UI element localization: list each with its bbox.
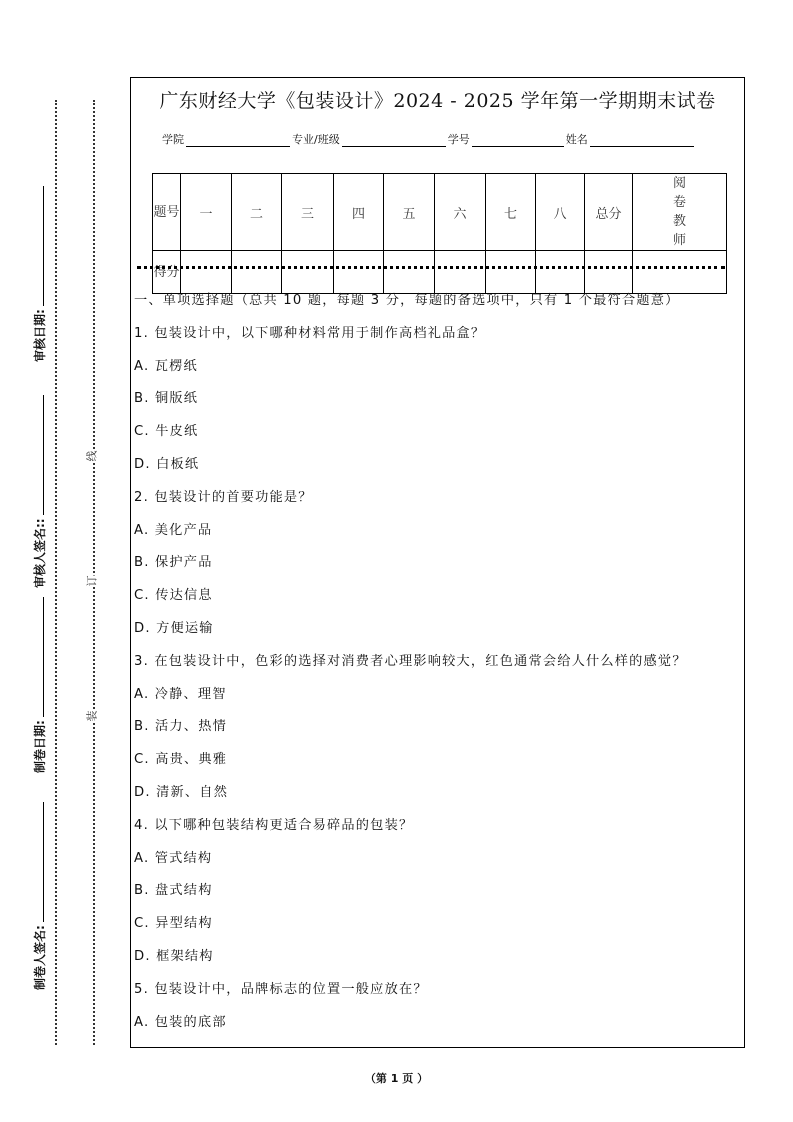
question-stem: 4. 以下哪种包装结构更适合易碎品的包装？: [134, 817, 414, 833]
answer-option[interactable]: A. 冷静、理智: [134, 686, 227, 702]
answer-option[interactable]: B. 活力、热情: [134, 719, 227, 735]
col-header: 五: [384, 174, 435, 251]
college-blank: [186, 132, 290, 147]
answer-option[interactable]: D. 方便运输: [134, 620, 214, 636]
paper-date-label: 制卷日期:: [33, 720, 47, 773]
answer-option[interactable]: C. 异型结构: [134, 916, 213, 932]
reviewer-signature-blank: [35, 395, 44, 515]
score-table: [152, 173, 727, 294]
col-header: 三: [282, 174, 334, 251]
binding-char-zhuang: 装: [85, 710, 99, 722]
dotted-separator: [137, 266, 725, 269]
answer-option[interactable]: C. 传达信息: [134, 588, 213, 604]
col-header: 八: [536, 174, 585, 251]
col-header: 总分: [585, 174, 633, 251]
col-header: 六: [435, 174, 486, 251]
answer-option[interactable]: D. 清新、自然: [134, 784, 229, 800]
col-header: 七: [486, 174, 536, 251]
student-id-blank: [472, 132, 564, 147]
name-label: 姓名: [565, 133, 588, 146]
binding-char-xian: 线: [85, 450, 99, 462]
name-blank: [590, 132, 694, 147]
major-class-label: 专业/班级: [292, 133, 340, 146]
review-date-blank: [35, 186, 44, 306]
student-info-line: [162, 131, 696, 147]
question-stem: 5. 包装设计中，品牌标志的位置一般应放在？: [134, 981, 428, 997]
paper-maker-signature-field: [31, 802, 48, 990]
answer-option[interactable]: C. 高贵、典雅: [134, 752, 228, 768]
student-id-label: 学号: [447, 133, 470, 146]
page-number: （第 1 页 ）: [364, 1072, 429, 1085]
answer-option[interactable]: D. 框架结构: [134, 948, 214, 964]
answer-option[interactable]: A. 管式结构: [134, 850, 213, 866]
answer-option[interactable]: D. 白板纸: [134, 456, 200, 472]
paper-maker-signature-label: 制卷人签名:: [33, 925, 47, 990]
answer-option[interactable]: A. 包装的底部: [134, 1014, 227, 1030]
answer-option[interactable]: A. 美化产品: [134, 522, 213, 538]
answer-option[interactable]: C. 牛皮纸: [134, 424, 199, 440]
exam-title: 广东财经大学《包装设计》2024 - 2025 学年第一学期期末试卷: [159, 90, 716, 112]
question-stem: 3. 在包装设计中，色彩的选择对消费者心理影响较大，红色通常会给人什么样的感觉？: [134, 653, 687, 669]
section-heading: 一、单项选择题（总共 10 题，每题 3 分，每题的备选项中，只有 1 个最符合题意）: [134, 293, 680, 308]
binding-dotted-line-inner: [93, 100, 95, 1045]
col-header: 四: [334, 174, 384, 251]
question-section: [134, 285, 687, 1039]
row-label-question: 题号: [153, 174, 181, 251]
answer-option[interactable]: B. 盘式结构: [134, 883, 213, 899]
paper-date-field: [31, 597, 48, 773]
binding-char-ding: 订: [85, 575, 99, 587]
paper-maker-signature-blank: [35, 802, 44, 922]
answer-option[interactable]: B. 保护产品: [134, 555, 213, 571]
reviewer-signature-label: 审核人签名::: [33, 518, 47, 588]
col-header: 一: [181, 174, 232, 251]
row-label-score: 得分: [153, 251, 181, 294]
review-date-label: 审核日期:: [33, 309, 47, 362]
question-stem: 2. 包装设计的首要功能是？: [134, 489, 313, 505]
col-header: 二: [232, 174, 282, 251]
major-class-blank: [342, 132, 446, 147]
question-stem: 1. 包装设计中，以下哪种材料常用于制作高档礼品盒？: [134, 325, 486, 341]
review-date-field: [31, 186, 48, 362]
answer-option[interactable]: A. 瓦楞纸: [134, 358, 198, 374]
college-label: 学院: [162, 133, 184, 146]
paper-date-blank: [35, 597, 44, 717]
binding-dotted-line-outer: [55, 100, 57, 1045]
table-row-question-numbers: [153, 174, 727, 251]
reviewer-signature-field: [31, 395, 48, 588]
col-header: 阅卷教师: [633, 174, 727, 251]
answer-option[interactable]: B. 铜版纸: [134, 391, 199, 407]
